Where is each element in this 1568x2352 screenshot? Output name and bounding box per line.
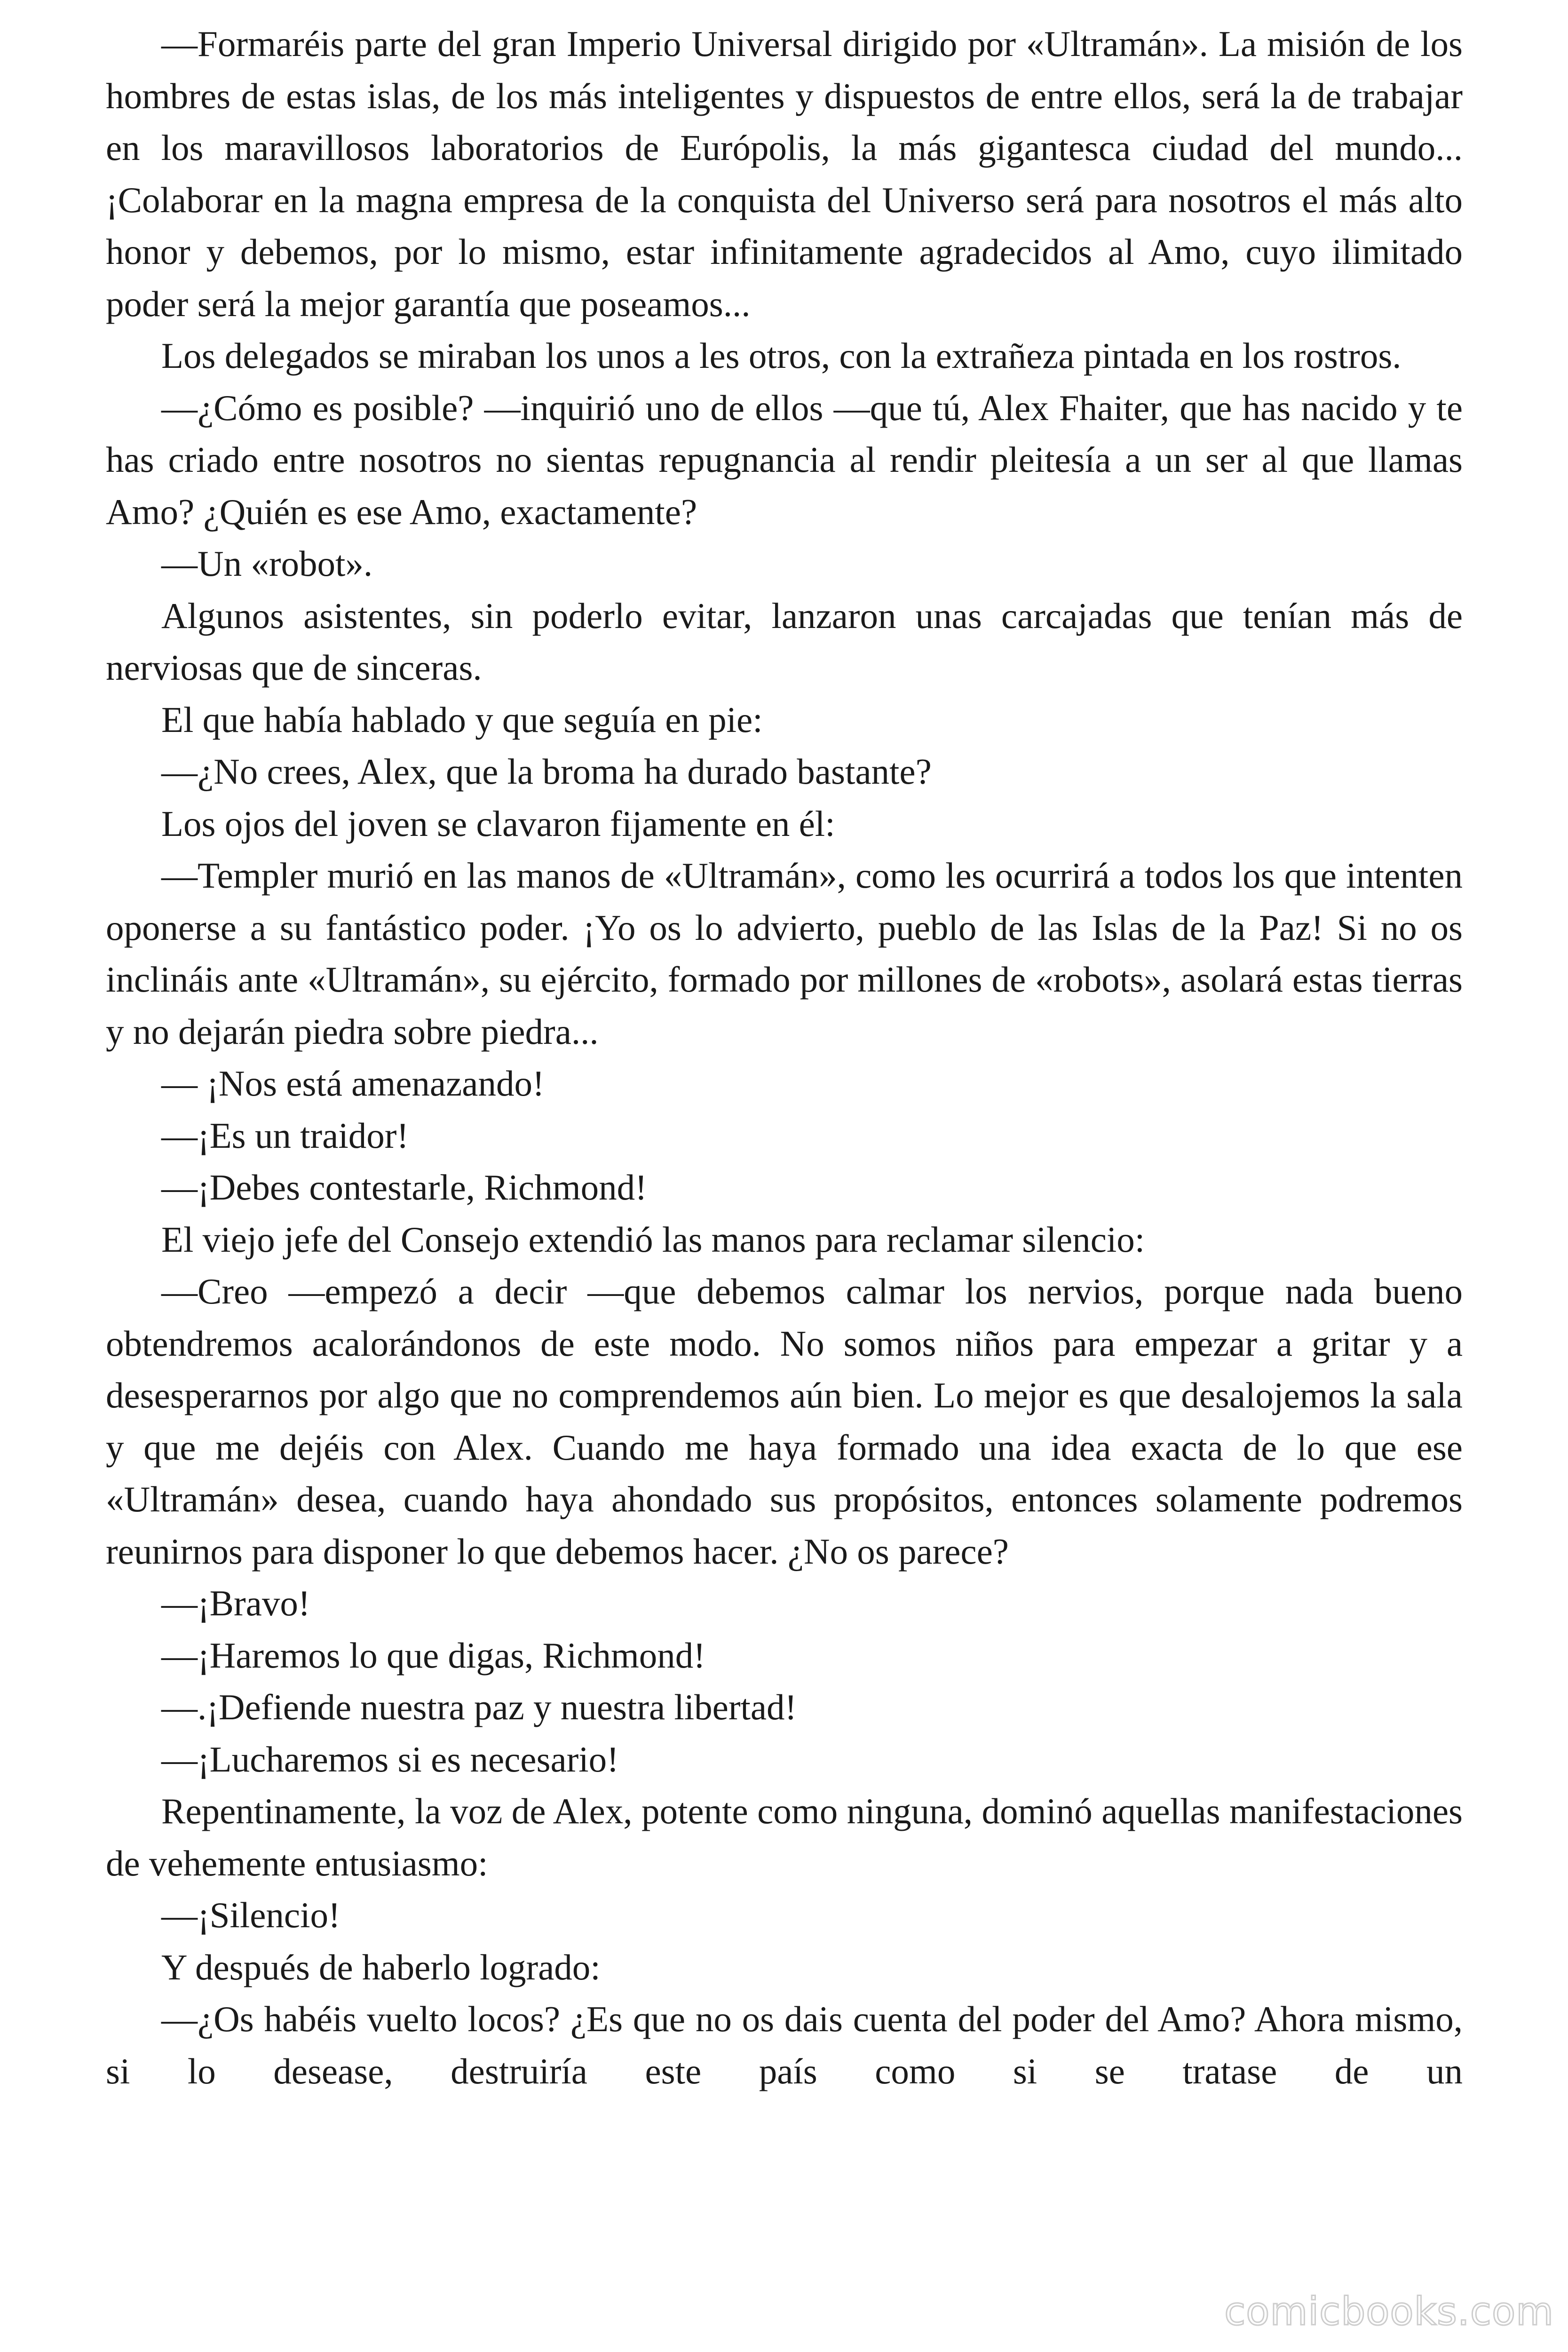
paragraph: El que había hablado y que seguía en pie:: [161, 699, 763, 740]
paragraph: —¿No crees, Alex, que la broma ha durado bastante?: [161, 751, 932, 792]
paragraph: —¡Debes contestarle, Richmond!: [161, 1167, 647, 1208]
paragraph: —¿Os habéis vuelto locos? ¿Es que no os dais cuenta del poder del Amo? Ahora mismo, si lo desease, destruiría este país como si se tratase de un: [106, 1999, 1463, 2091]
paragraph: —Templer murió en las manos de «Ultramán», como les ocurrirá a todos los que intenten oponerse a su fantástico poder. ¡Yo os lo advierto, pueblo de las Islas de la Paz! Si no os inclináis ante «Ultramán», su ejército, formado por millones de «robots», asolará estas tierras y no dejarán piedra sobre piedra...: [106, 855, 1463, 1052]
paragraph: —.¡Defiende nuestra paz y nuestra libertad!: [161, 1687, 797, 1727]
paragraph: Algunos asistentes, sin poderlo evitar, lanzaron unas carcajadas que tenían más de nerviosas que de sinceras.: [106, 595, 1463, 688]
paragraph: —¡Es un traidor!: [161, 1115, 409, 1156]
watermark-logo: comicbooks.com: [1224, 2289, 1554, 2334]
paragraph: —¡Haremos lo que digas, Richmond!: [161, 1635, 705, 1676]
paragraph: —Creo —empezó a decir —que debemos calmar los nervios, porque nada bueno obtendremos acalorándonos de este modo. No somos niños para empezar a gritar y a desesperarnos por algo que no comprendemos aún bien. Lo mejor es que desalojemos la sala y que me dejéis con Alex. Cuando me haya formado una idea exacta de lo que ese «Ultramán» desea, cuando haya ahondado sus propósitos, entonces solamente podremos reunirnos para disponer lo que debemos hacer. ¿No os parece?: [106, 1271, 1463, 1572]
paragraph: —¡Lucharemos si es necesario!: [161, 1739, 619, 1780]
paragraph: Repentinamente, la voz de Alex, potente como ninguna, dominó aquellas manifestaciones de vehemente entusiasmo:: [106, 1791, 1463, 1883]
paragraph: — ¡Nos está amenazando!: [161, 1063, 545, 1104]
paragraph: Y después de haberlo logrado:: [161, 1947, 601, 1987]
paragraph: Los delegados se miraban los unos a les otros, con la extrañeza pintada en los rostros.: [161, 335, 1402, 376]
paragraph: El viejo jefe del Consejo extendió las manos para reclamar silencio:: [161, 1219, 1145, 1260]
paragraph: Los ojos del joven se clavaron fijamente en él:: [161, 803, 835, 844]
paragraph: —¿Cómo es posible? —inquirió uno de ellos —que tú, Alex Fhaiter, que has nacido y te has criado entre nosotros no sientas repugnancia al rendir pleitesía a un ser al que llamas Amo? ¿Quién es ese Amo, exactamente?: [106, 387, 1463, 532]
paragraph: —¡Bravo!: [161, 1583, 310, 1623]
page-text: [106, 18, 1463, 2097]
paragraph: —¡Silencio!: [161, 1895, 341, 1935]
paragraph: —Formaréis parte del gran Imperio Universal dirigido por «Ultramán». La misión de los hombres de estas islas, de los más inteligentes y dispuestos de entre ellos, será la de trabajar en los maravillosos laboratorios de Európolis, la más gigantesca ciudad del mundo... ¡Colaborar en la magna empresa de la conquista del Universo será para nosotros el más alto honor y debemos, por lo mismo, estar infinitamente agradecidos al Amo, cuyo ilimitado poder será la mejor garantía que poseamos...: [106, 24, 1463, 324]
paragraph: —Un «robot».: [161, 543, 373, 584]
